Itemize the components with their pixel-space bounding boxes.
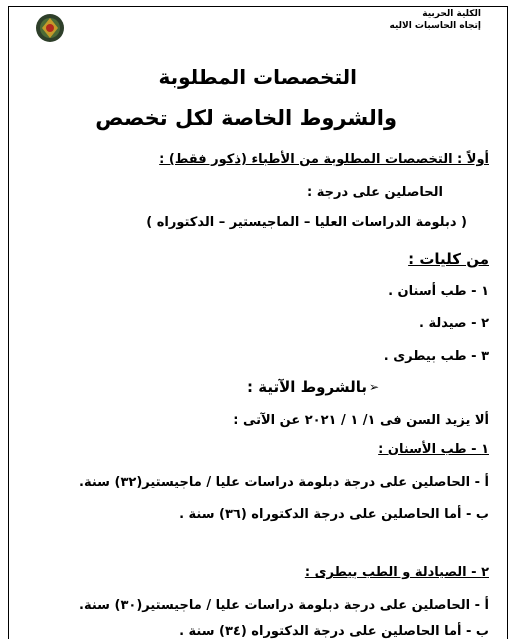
- document-page: [8, 6, 508, 639]
- degree-intro: الحاصلين على درجة :: [307, 185, 443, 200]
- dentistry-condition-b: ب - أما الحاصلين على درجة الدكتوراه (٣٦) سنة .: [179, 507, 489, 522]
- pharmacy-vet-condition-b: ب - أما الحاصلين على درجة الدكتوراه (٣٤) سنة .: [179, 624, 489, 639]
- faculty-item: ١ - طب أسنان .: [388, 284, 489, 299]
- college-emblem-icon: [35, 13, 65, 43]
- faculty-item: ٢ - صيدلة .: [419, 316, 489, 331]
- dentistry-condition-a: أ - الحاصلين على درجة دبلومة دراسات عليا / ماجيستير(٣٢) سنة.: [79, 475, 489, 490]
- conditions-heading: بالشروط الآتية :: [247, 378, 367, 396]
- age-rule: ألا يزيد السن فى ١/ ١ / ٢٠٢١ عن الآتى :: [233, 413, 489, 428]
- faculties-heading: من كليات :: [408, 250, 489, 268]
- degree-list: ( دبلومة الدراسات العليا – الماجيستير – الدكتوراه ): [146, 215, 467, 230]
- page-title-line2: والشروط الخاصة لكل تخصص: [95, 106, 397, 130]
- section-heading: أولاً : التخصصات المطلوبة من الأطباء (ذكور فقط) :: [159, 152, 489, 167]
- pharmacy-vet-condition-a: أ - الحاصلين على درجة دبلومة دراسات عليا / ماجيستير(٣٠) سنة.: [79, 598, 489, 613]
- faculty-item: ٣ - طب بيطرى .: [383, 349, 489, 364]
- arrow-bullet-icon: ➢: [368, 380, 379, 394]
- dentistry-heading: ١ - طب الأسنان :: [378, 442, 489, 457]
- page-title-line1: التخصصات المطلوبة: [158, 65, 357, 89]
- college-name: الكلية الحربية: [422, 9, 481, 19]
- pharmacy-vet-heading: ٢ - الصيادلة و الطب بيطرى :: [304, 565, 489, 580]
- department-name: إتجاه الحاسبات الاليه: [389, 21, 481, 31]
